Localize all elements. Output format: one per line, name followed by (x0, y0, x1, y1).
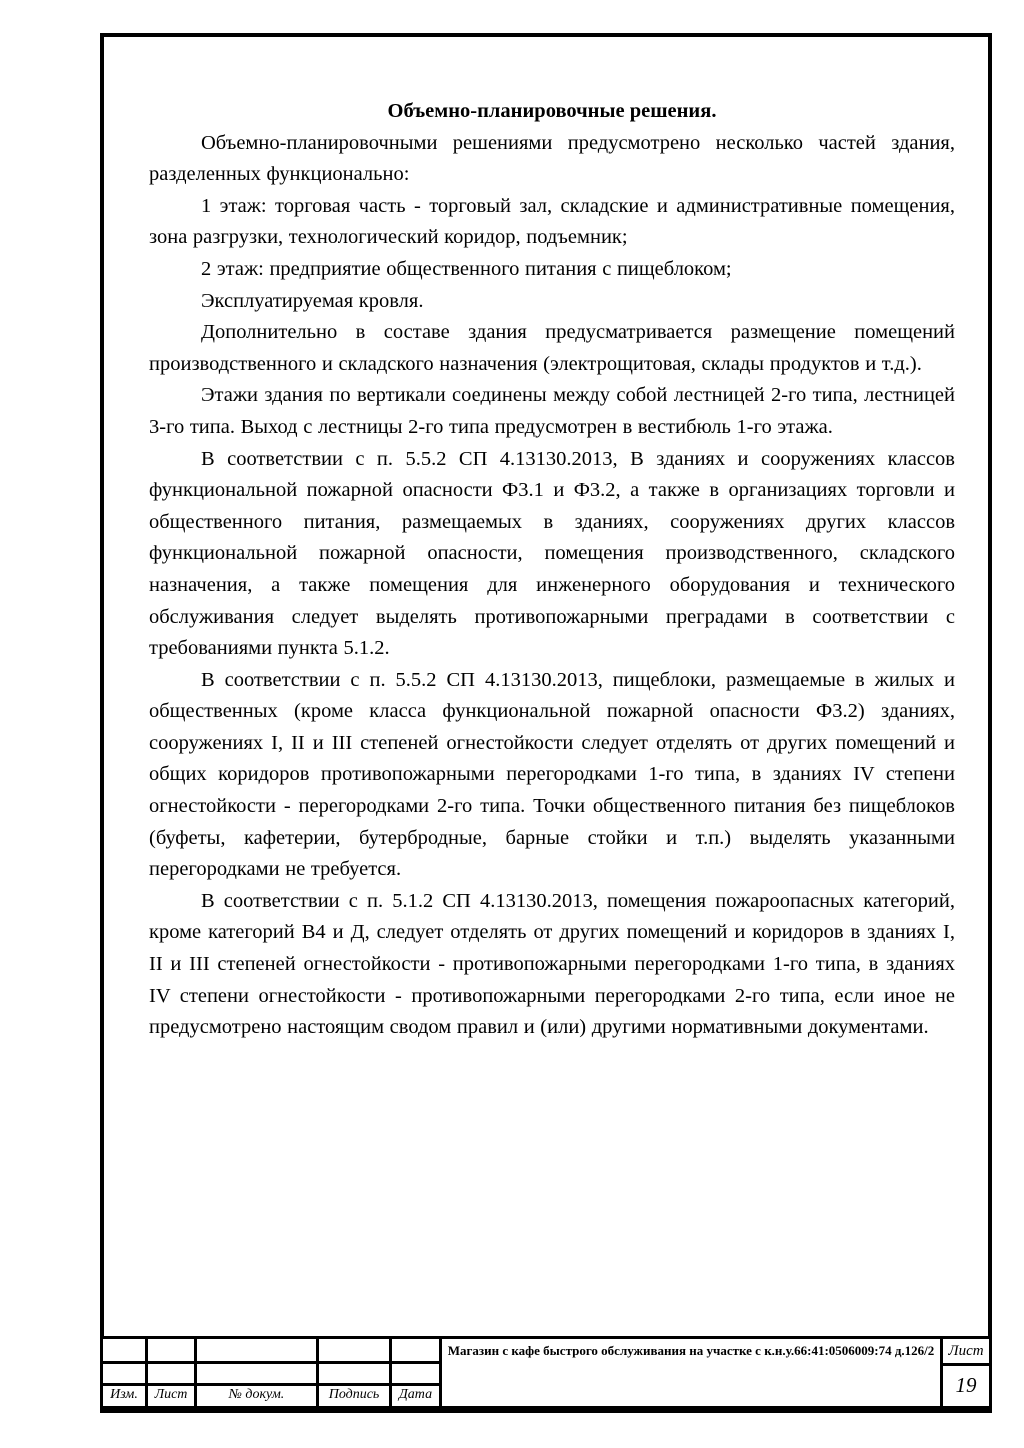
sheet-label: Лист (948, 1342, 984, 1359)
paragraph: Этажи здания по вертикали соединены между собой лестницей 2-го типа, лестницей 3-го типа. Выход с лестницы 2-го типа предусмотрен в вестибюль 1-го этажа. (149, 384, 955, 438)
revision-col-izm: Изм. (110, 1386, 138, 1402)
title-block-hline (103, 1361, 442, 1364)
paragraph: Объемно-планировочными решениями предусмотрено несколько частей здания, разделенных функционально: (149, 131, 955, 186)
paragraph: В соответствии с п. 5.1.2 СП 4.13130.2013, помещения пожароопасных категорий, кроме категорий В4 и Д, следует отделять от других помещений и коридоров в зданиях I, II и III степеней огнестойкости - противопожарными перегородками 1-го типа, в зданиях IV степени огнестойкости - противопожарными перегородками 2-го типа, если иное не предусмотрено настоящим сводом правил и (или) другими нормативными документами. (149, 889, 955, 1039)
revision-col-dokum: № докум. (228, 1386, 285, 1402)
revision-col-list: Лист (154, 1386, 188, 1402)
paragraph: Эксплуатируемая кровля. (201, 289, 424, 312)
paragraph: В соответствии с п. 5.5.2 СП 4.13130.2013, В зданиях и сооружениях классов функциональной пожарной опасности Ф3.1 и Ф3.2, а также в организациях торговли и общественного питания, размещаемых в зданиях, сооружениях других классов функциональной пожарной опасности, помещения производственного, складского назначения, а также помещения для инженерного оборудования и технического обслуживания следует выделять противопожарными преградами в соответствии с требованиями пункта 5.1.2. (149, 447, 955, 660)
page-border-frame (100, 33, 992, 1413)
section-title: Объемно-планировочные решения. (387, 100, 717, 122)
revision-col-data: Дата (398, 1386, 433, 1402)
revision-col-podpis: Подпись (328, 1386, 380, 1402)
paragraph: Дополнительно в составе здания предусматривается размещение помещений производственного и складского назначения (электрощитовая, склады продуктов и т.д.). (149, 321, 955, 375)
paragraph: 2 этаж: предприятие общественного питания с пищеблоком; (201, 257, 732, 280)
paragraph: 1 этаж: торговая часть - торговый зал, складские и административные помещения, зона разгрузки, технологический коридор, подъемник; (149, 194, 955, 249)
title-block (100, 1336, 992, 1409)
paragraph: В соответствии с п. 5.5.2 СП 4.13130.2013, пищеблоки, размещаемые в жилых и общественных (кроме класса функциональной пожарной опасности Ф3.2) зданиях, сооружениях I, II и III степеней огнестойкости следует отделять от других помещений и общих коридоров противопожарными перегородками 1-го типа, в зданиях IV степени огнестойкости - перегородками 2-го типа. Точки общественного питания без пищеблоков (буфеты, кафетерии, бутербродные, барные стойки и т.п.) выделять указанными перегородками не требуется. (149, 668, 955, 881)
sheet-number: 19 (955, 1372, 977, 1397)
text-content (149, 96, 955, 1044)
project-name: Магазин с кафе быстрого обслуживания на участке с к.н.у.66:41:0506009:74 д.126/2 (447, 1343, 935, 1358)
